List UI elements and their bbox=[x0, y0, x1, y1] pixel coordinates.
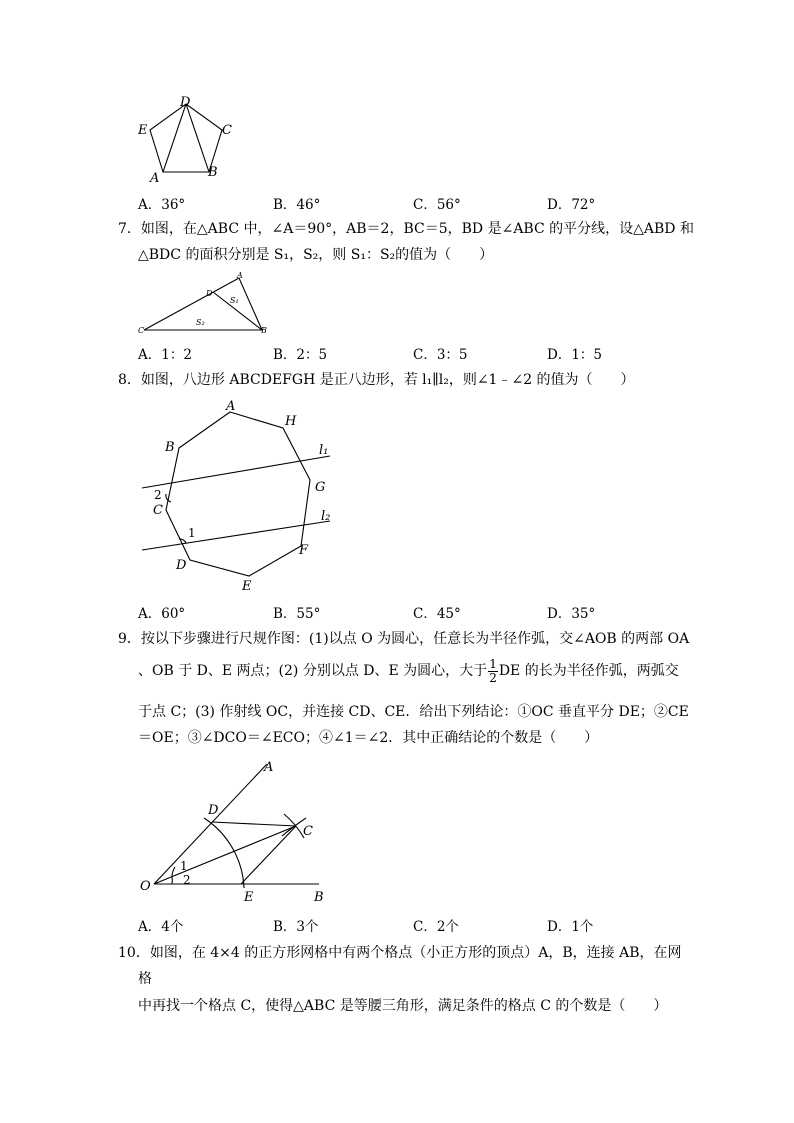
q6-option-d[interactable]: D．72° bbox=[547, 197, 596, 213]
label-f: F bbox=[299, 543, 309, 558]
q7-option-b[interactable]: B．2：5 bbox=[273, 347, 328, 363]
label-d: D bbox=[206, 289, 213, 298]
q9-stem-line4: ＝OE；③∠DCO＝∠ECO；④∠1＝∠2．其中正确结论的个数是（ ） bbox=[138, 730, 599, 746]
label-2: 2 bbox=[154, 488, 162, 502]
q9-option-b[interactable]: B．3个 bbox=[273, 919, 319, 935]
q9-line2-post: DE 的长为半径作弧，两弧交 bbox=[498, 663, 679, 679]
fraction-denominator: 2 bbox=[489, 670, 497, 685]
fraction-numerator: 1 bbox=[489, 656, 497, 671]
q10-stem-line1: 10．如图，在 4×4 的正方形网格中有两个格点（小正方形的顶点）A，B，连接 AB，在网 bbox=[118, 945, 682, 961]
q9-stem-line3: 于点 C；(3) 作射线 OC，并连接 CD、CE．给出下列结论：①OC 垂直平分 DE；②CE bbox=[138, 704, 689, 720]
label-a: A bbox=[237, 271, 243, 280]
q9-option-c[interactable]: C．2个 bbox=[413, 919, 459, 935]
diagonal-da bbox=[163, 104, 186, 172]
q9-option-d[interactable]: D．1个 bbox=[547, 919, 594, 935]
label-s1: S₁ bbox=[230, 296, 239, 305]
q8-option-a[interactable]: A．60° bbox=[138, 606, 186, 622]
q8-octagon-figure bbox=[136, 396, 346, 596]
q7-stem-line1: 7．如图，在△ABC 中，∠A＝90°，AB＝2，BC＝5，BD 是∠ABC 的平分线，设△ABD 和 bbox=[118, 221, 694, 237]
q8-option-c[interactable]: C．45° bbox=[413, 606, 461, 622]
label-c: C bbox=[222, 123, 232, 138]
q8-stem-line1: 8．如图，八边形 ABCDEFGH 是正八边形，若 l₁∥l₂，则∠1﹣∠2 的值为（ ） bbox=[118, 372, 635, 388]
label-l2: l₂ bbox=[321, 509, 331, 524]
label-b: B bbox=[165, 440, 175, 455]
q7-option-c[interactable]: C．3：5 bbox=[413, 347, 468, 363]
q9-line2-pre: 、OB 于 D、E 两点；(2) 分别以点 D、E 为圆心，大于 bbox=[138, 663, 488, 679]
q7-triangle-figure bbox=[136, 270, 276, 338]
label-e: E bbox=[138, 123, 148, 138]
q8-option-d[interactable]: D．35° bbox=[547, 606, 596, 622]
q8-option-b[interactable]: B．55° bbox=[273, 606, 321, 622]
label-d: D bbox=[208, 803, 219, 818]
label-2: 2 bbox=[183, 873, 191, 887]
q6-pentagon-figure bbox=[130, 92, 240, 182]
label-l1: l₁ bbox=[319, 443, 329, 458]
segment-ec bbox=[241, 826, 296, 884]
arc-de bbox=[204, 818, 244, 888]
q10-stem-line2: 格 bbox=[138, 971, 152, 987]
label-g: G bbox=[315, 480, 326, 495]
q7-option-d[interactable]: D．1：5 bbox=[547, 347, 603, 363]
label-s2: S₂ bbox=[196, 318, 205, 327]
label-b: B bbox=[314, 890, 324, 905]
label-c: C bbox=[153, 503, 163, 518]
q6-option-a[interactable]: A．36° bbox=[138, 197, 186, 213]
label-a: A bbox=[150, 171, 160, 182]
label-a: A bbox=[226, 399, 236, 414]
label-o: O bbox=[140, 879, 151, 894]
label-h: H bbox=[285, 414, 297, 429]
q7-stem-line2: △BDC 的面积分别是 S₁，S₂，则 S₁：S₂的值为（ ） bbox=[138, 247, 494, 263]
q6-option-b[interactable]: B．46° bbox=[273, 197, 321, 213]
label-1: 1 bbox=[180, 859, 188, 873]
label-c: C bbox=[138, 326, 145, 335]
q6-option-c[interactable]: C．56° bbox=[413, 197, 461, 213]
q9-stem-line2 bbox=[138, 656, 679, 686]
label-b: B bbox=[261, 326, 267, 335]
fraction-half bbox=[488, 658, 498, 685]
segment-dc bbox=[212, 822, 296, 826]
line-l1 bbox=[142, 456, 330, 488]
q10-stem-line3: 中再找一个格点 C，使得△ABC 是等腰三角形，满足条件的格点 C 的个数是（ ） bbox=[138, 998, 668, 1014]
octagon-outline bbox=[166, 412, 310, 576]
label-d: D bbox=[180, 95, 191, 110]
label-b: B bbox=[208, 165, 218, 180]
label-d: D bbox=[176, 558, 187, 573]
q9-stem-line1: 9．按以下步骤进行尺规作图：(1)以点 O 为圆心，任意长为半径作弧，交∠AOB 的两部 OA bbox=[118, 631, 690, 647]
q9-option-a[interactable]: A．4个 bbox=[138, 919, 184, 935]
q7-option-a[interactable]: A．1：2 bbox=[138, 347, 192, 363]
q9-construction-figure bbox=[136, 756, 336, 906]
label-c: C bbox=[303, 824, 313, 839]
ray-oc bbox=[154, 826, 296, 884]
label-1: 1 bbox=[188, 526, 196, 540]
diagonal-db bbox=[186, 104, 209, 172]
label-a: A bbox=[264, 760, 274, 775]
label-e: E bbox=[244, 890, 254, 905]
label-e: E bbox=[242, 579, 252, 594]
pentagon-outline bbox=[150, 104, 222, 172]
